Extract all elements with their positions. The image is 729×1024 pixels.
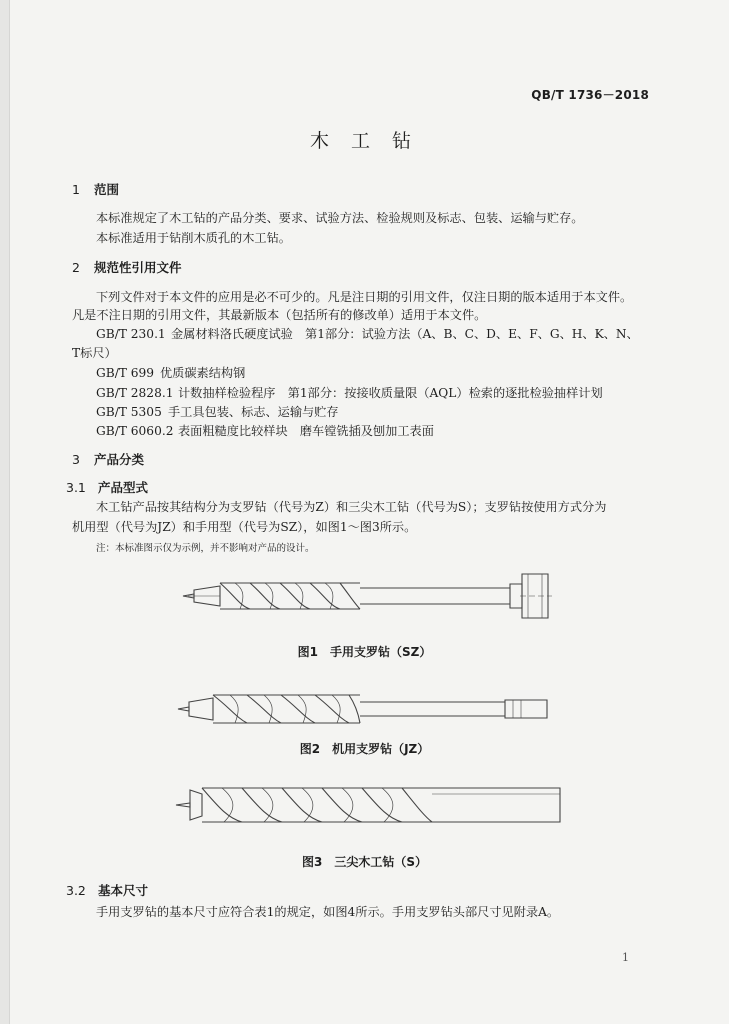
scan-page-edge [0, 0, 10, 1024]
subsection-3-2-number: 3.2 [66, 883, 86, 898]
section-2-intro-line-1: 下列文件对于本文件的应用是必不可少的。凡是注日期的引用文件，仅注日期的版本适用于本文件。 [96, 290, 633, 304]
subsection-3-1-heading [66, 478, 148, 496]
figure-1-caption [0, 643, 729, 660]
section-2-heading [72, 258, 182, 276]
section-3-title: 产品分类 [94, 452, 145, 467]
reference-code: GB/T 5305 [96, 405, 162, 419]
figure-2-title: 机用支罗钻（JZ） [332, 742, 430, 756]
figure-2-caption [0, 740, 729, 757]
section-2-title: 规范性引用文件 [94, 260, 182, 275]
subsection-3-2-line-1: 手用支罗钻的基本尺寸应符合表1的规定，如图4所示。手用支罗钻头部尺寸见附录A。 [96, 905, 560, 919]
figure-1-hand-auger-drill [180, 566, 555, 626]
figure-3-number: 图3 [301, 855, 323, 869]
section-1-title: 范围 [94, 182, 120, 197]
section-1-paragraph-1: 本标准规定了木工钻的产品分类、要求、试验方法、检验规则及标志、包装、运输与贮存。 [96, 211, 584, 225]
reference-code: GB/T 6060.2 [96, 424, 174, 438]
document-title: 木 工 钻 [309, 130, 420, 152]
reference-item [96, 364, 245, 381]
reference-item [96, 422, 434, 439]
subsection-3-1-number: 3.1 [66, 480, 86, 495]
section-3-heading [72, 450, 144, 468]
section-1-number: 1 [72, 182, 80, 197]
page-number: 1 [622, 951, 629, 964]
reference-code: GB/T 230.1 [96, 327, 166, 341]
reference-item [96, 384, 603, 401]
figure-3-caption [0, 853, 729, 870]
subsection-3-1-title: 产品型式 [98, 480, 149, 495]
reference-continuation: T标尺） [72, 346, 117, 360]
reference-item [96, 403, 339, 420]
figure-2-number: 图2 [299, 742, 321, 756]
standard-number: QB/T 1736－2018 [531, 88, 649, 102]
figure-1-number: 图1 [297, 645, 318, 659]
figure-2-machine-auger-drill [175, 686, 555, 732]
reference-title: 表面粗糙度比较样块 磨车镗铣插及刨加工表面 [178, 424, 434, 438]
reference-title: 手工具包装、标志、运输与贮存 [168, 405, 339, 419]
section-3-number: 3 [72, 452, 80, 467]
section-1-paragraph-2: 本标准适用于钻削木质孔的木工钻。 [96, 231, 291, 245]
subsection-3-1-line-1: 木工钻产品按其结构分为支罗钻（代号为Z）和三尖木工钻（代号为S）；支罗钻按使用方式分为 [96, 500, 607, 514]
figure-3-brad-point-drill [172, 780, 567, 830]
reference-title: 金属材料洛氏硬度试验 第1部分：试验方法（A、B、C、D、E、F、G、H、K、N、 [171, 327, 639, 341]
section-1-heading [72, 180, 119, 198]
figure-note: 注：本标准图示仅为示例，并不影响对产品的设计。 [96, 543, 315, 554]
section-2-intro-line-2: 凡是不注日期的引用文件，其最新版本（包括所有的修改单）适用于本文件。 [72, 308, 487, 322]
reference-item [96, 325, 639, 342]
reference-title: 计数抽样检验程序 第1部分：按接收质量限（AQL）检索的逐批检验抽样计划 [178, 386, 603, 400]
subsection-3-2-title: 基本尺寸 [98, 883, 149, 898]
reference-code: GB/T 699 [96, 366, 155, 380]
section-2-number: 2 [72, 260, 80, 275]
figure-1-title: 手用支罗钻（SZ） [330, 645, 432, 659]
subsection-3-1-line-2: 机用型（代号为JZ）和手用型（代号为SZ），如图1～图3所示。 [72, 520, 417, 534]
subsection-3-2-heading [66, 881, 148, 899]
figure-3-title: 三尖木工钻（S） [334, 855, 427, 869]
reference-code: GB/T 2828.1 [96, 386, 174, 400]
reference-title: 优质碳素结构钢 [160, 366, 246, 380]
